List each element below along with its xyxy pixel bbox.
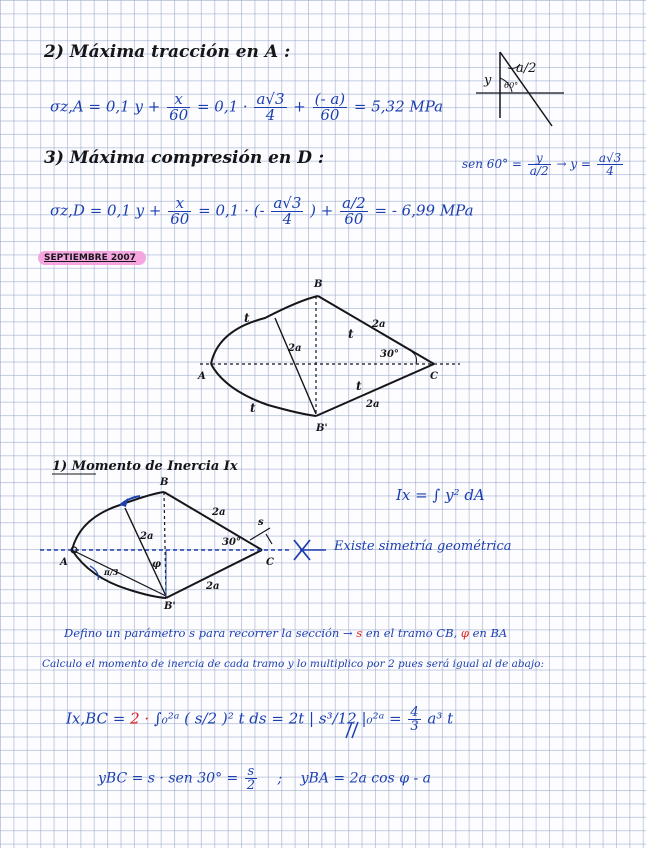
eq1-frac-a: $\frac{a√3}{4}$ [256,90,285,124]
eq1-frac-x: $\frac{x}{60}$ [169,90,189,124]
heading-max-tension: 2) Máxima tracción en A : [44,42,291,62]
fig2-label-phi: φ [152,559,162,570]
ix-equation: Ix,BC = 2 · ∫₀²ᵃ ( s/2 )² t ds = 2t | s³/12 |₀²ᵃ = $\frac{4}{3}$ a³ t [66,705,454,734]
fig1-label-c: C [430,371,438,382]
ix-definition: Ix = ∫ y² dA [396,486,485,504]
eq1-frac-b: $\frac{(- a)}{60}$ [314,90,346,124]
eq2-result: = - 6,99 MPa [374,201,474,220]
fig1-label-2a-top: 2a [372,319,386,330]
sketch-label-y: y [484,73,492,88]
fig2-label-a: A [60,557,68,568]
fig1-label-b-prime: B' [316,423,328,434]
fig1-label-2a-bottom: 2a [366,399,380,410]
eq1-lhs: σz,A = 0,1 y + [50,97,161,116]
sketch-label-60: 60° [504,81,519,90]
eq1-result: = 5,32 MPa [353,97,444,116]
fig2-label-2a-top: 2a [212,507,226,518]
fig2-label-s: s [258,517,264,528]
fig2-label-b: B [160,477,169,488]
fig1-label-t4: t [250,401,256,415]
fig1-label-t1: t [244,311,250,325]
eq1-mid: = 0,1 · [196,97,248,116]
fig2-label-2a-mid: 2a [140,531,154,542]
y-definitions: yBC = s · sen 30° = $\frac{s}{2}$ ; yBA = 2a cos φ - a [98,764,431,793]
fig2-label-2a-bottom: 2a [206,581,220,592]
fig2-label-b-prime: B' [164,601,176,612]
symmetry-note: Existe simetría geométrica [334,539,512,554]
eq2-mid: = 0,1 · (- [198,201,265,220]
fig1-label-a: A [198,371,206,382]
fig2-label-c: C [266,557,274,568]
fig2-label-angle: 30° [222,537,241,548]
fig1-label-2a-mid: 2a [288,343,302,354]
eq2-frac-b: $\frac{a/2}{60}$ [342,194,366,228]
figure-section-1 [200,296,460,416]
sketch-label-a2: a/2 [516,61,537,76]
date-tag: SEPTIEMBRE 2007 [38,251,146,265]
fig1-label-t3: t [356,379,362,393]
eq2-frac-a: $\frac{a√3}{4}$ [273,194,302,228]
eq2-close: ) + [310,201,334,220]
heading-moment-inertia: 1) Momento de Inercia Ix [52,459,238,474]
fig2-label-pi3: π/3 [104,567,119,577]
fig1-label-b: B [314,279,323,290]
figure-section-2 [40,492,326,598]
calculation-note: Calculo el momento de inercia de cada tramo y lo multiplico por 2 pues será igual al de abajo: [42,658,544,670]
sine-relation: sen 60° = $\frac{y}{a/2}$ → y = $\frac{a√3}{4}$ [462,151,622,178]
heading-max-compression: 3) Máxima compresión en D : [44,148,325,168]
parameter-definition: Defino un parámetro s para recorrer la sección → s en el tramo CB, φ en BA [64,626,508,640]
fig1-label-angle: 30° [380,349,399,360]
eq1-plus: + [293,97,306,116]
eq2-lhs: σz,D = 0,1 y + [50,201,162,220]
eq2-frac-x: $\frac{x}{60}$ [170,194,190,228]
fig1-label-t2: t [348,327,354,341]
